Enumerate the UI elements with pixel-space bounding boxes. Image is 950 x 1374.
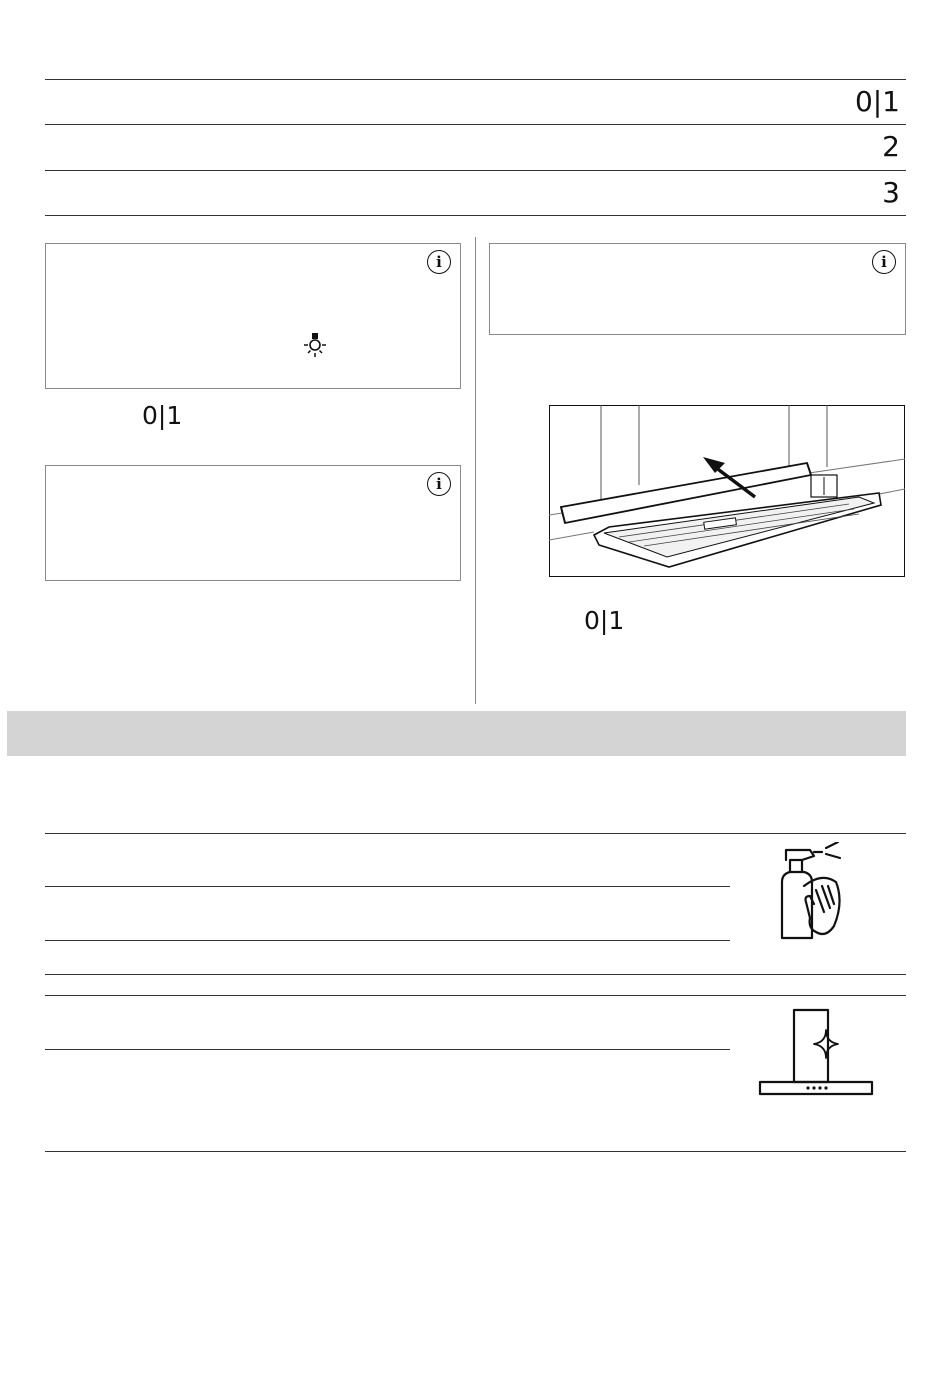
- table-rule: [45, 833, 906, 834]
- table-rule: [45, 886, 730, 887]
- section-header-bar: [7, 711, 906, 756]
- table-rule: [45, 170, 906, 171]
- info-icon: i: [872, 250, 896, 274]
- info-box-light: [45, 243, 461, 389]
- table-rule: [45, 215, 906, 216]
- table-rule: [45, 974, 906, 975]
- table-rule: [45, 995, 906, 996]
- hood-pull-out-illustration: [549, 405, 905, 577]
- on-off-symbol: 0|1: [584, 606, 625, 635]
- hood-clean-icon: [756, 1008, 874, 1096]
- speed-symbol-3: 3: [882, 176, 900, 209]
- spray-cloth-icon: [778, 842, 844, 942]
- table-rule: [45, 1049, 730, 1050]
- column-divider: [475, 237, 476, 704]
- speed-symbol-0-1: 0|1: [854, 85, 900, 118]
- info-box-right: [489, 243, 906, 335]
- table-rule: [45, 940, 730, 941]
- info-box-note: [45, 465, 461, 581]
- on-off-symbol: 0|1: [142, 401, 183, 430]
- table-rule: [45, 1151, 906, 1152]
- table-rule: [45, 124, 906, 125]
- info-icon: i: [427, 250, 451, 274]
- lamp-icon: [302, 332, 328, 358]
- info-icon: i: [427, 472, 451, 496]
- table-rule: [45, 79, 906, 80]
- speed-symbol-2: 2: [882, 130, 900, 163]
